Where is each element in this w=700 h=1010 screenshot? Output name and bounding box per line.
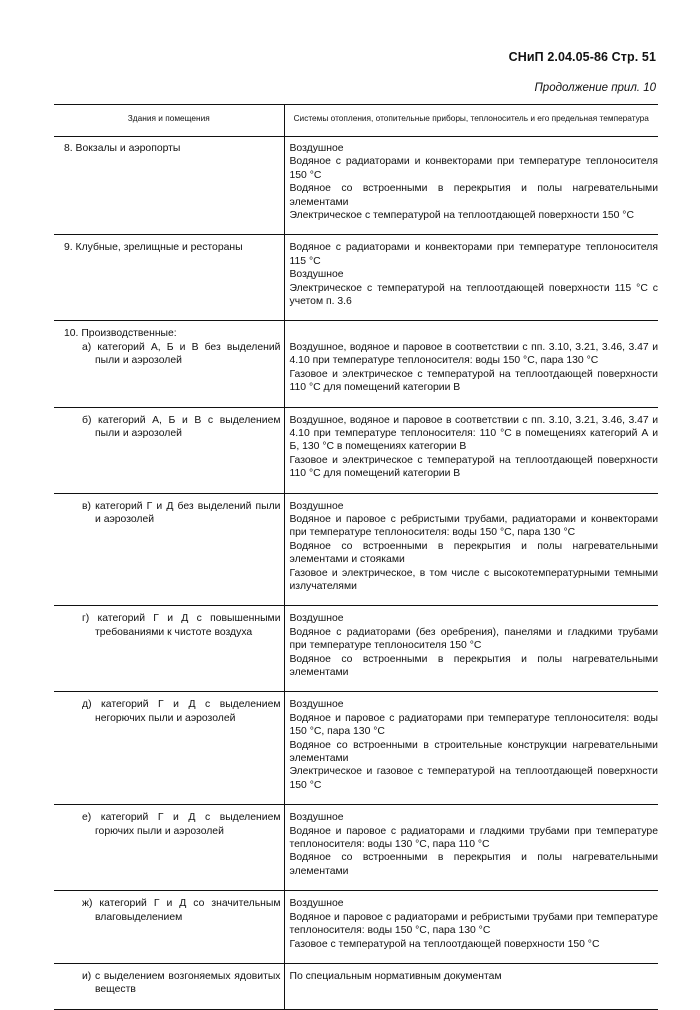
- heating-system-line: Воздушное: [289, 500, 344, 512]
- heating-system-line: Водяное с радиаторами и конвекторами при температуре теплоносителя 115 °С: [289, 242, 658, 267]
- heating-system-line: Водяное со встроенными в строительные конструкции нагревательными элементами: [289, 739, 658, 765]
- heating-system-line: Газовое и электрическое, в том числе с высокотемпературными темными излучателями: [289, 567, 658, 592]
- systems-cell: [284, 698, 658, 792]
- building-name: а) категорий А, Б и В без выделений пыли и аэрозолей: [82, 341, 281, 367]
- heating-system-line: Водяное со встроенными в перекрытия и полы нагревательными элементами: [289, 852, 658, 877]
- heating-system-line: Водяное со встроенными в перекрытия и полы нагревательными элементами и стояками: [289, 540, 658, 566]
- heating-system-line: Газовое и электрическое с температурой на теплоотдающей поверхности 110 °С для помещений категории В: [289, 454, 658, 480]
- row-spacer: [54, 593, 658, 605]
- heating-system-line: Водяное и паровое с радиаторами и гладкими трубами при температуре теплоносителя: воды 130 °С, пара 110 °С: [289, 825, 658, 851]
- table-row: [54, 612, 658, 679]
- systems-cell: [284, 341, 658, 395]
- document-reference: СНиП 2.04.05-86 Стр. 51: [508, 50, 656, 64]
- heating-system-line: Воздушное, водяное и паровое в соответствии с пп. 3.10, 3.21, 3.46, 3.47 и 4.10 при температуре теплоносителя: воды 150 °С, пара 130 °С: [289, 341, 658, 367]
- spacer-cell: [284, 792, 658, 804]
- systems-cell: [284, 327, 658, 340]
- table-row: [54, 414, 658, 481]
- table-row: [54, 500, 658, 594]
- building-cell: [54, 897, 284, 951]
- row-spacer: [54, 878, 658, 890]
- heating-system-line: Водяное со встроенными в перекрытия и полы нагревательными элементами: [289, 653, 658, 678]
- spacer-cell: [54, 1009, 284, 1010]
- heating-system-line: Воздушное: [289, 269, 344, 281]
- heating-system-line: Электрическое и газовое с температурой на теплоотдающей поверхности 150 °С: [289, 766, 658, 791]
- table-row: [54, 241, 658, 308]
- systems-cell: [284, 414, 658, 481]
- spacer-cell: [54, 395, 284, 407]
- row-divider: [54, 1009, 658, 1010]
- continuation-caption: Продолжение прил. 10: [534, 82, 656, 94]
- spacer-cell: [54, 792, 284, 804]
- spacer-cell: [284, 308, 658, 320]
- spacer-cell: [284, 481, 658, 493]
- table-header-row: [54, 105, 658, 137]
- systems-cell: [284, 612, 658, 679]
- row-spacer: [54, 792, 658, 804]
- building-cell: [54, 811, 284, 878]
- systems-cell: [284, 137, 658, 223]
- heating-system-line: Воздушное: [289, 143, 344, 154]
- spacer-cell: [284, 395, 658, 407]
- heating-system-line: Электрическое с температурой на теплоотдающей поверхности 115 °С с учетом п. 3.6: [289, 282, 658, 308]
- building-cell: [54, 698, 284, 792]
- heating-system-line: Водяное с радиаторами (без оребрения), панелями и гладкими трубами при температуре теплоносителя 150 °С: [289, 626, 658, 652]
- systems-cell: [284, 970, 658, 997]
- spacer-cell: [54, 679, 284, 691]
- column-header-buildings: Здания и помещения: [54, 105, 284, 137]
- row-spacer: [54, 679, 658, 691]
- heating-system-line: Воздушное: [289, 699, 344, 711]
- building-name: д) категорий Г и Д с выделением негорючих пыли и аэрозолей: [82, 699, 281, 724]
- spacer-cell: [284, 951, 658, 963]
- building-cell: [54, 137, 284, 223]
- heating-system-line: Воздушное: [289, 812, 344, 824]
- spacer-cell: [54, 308, 284, 320]
- row-spacer: [54, 222, 658, 234]
- building-name: 8. Вокзалы и аэропорты: [64, 143, 181, 154]
- building-name: 10. Производственные:: [64, 328, 177, 340]
- row-spacer: [54, 308, 658, 320]
- heating-system-line: Газовое с температурой на теплоотдающей поверхности 150 °С: [289, 938, 600, 950]
- heating-system-line: Водяное и паровое с радиаторами при температуре теплоносителя: воды 150 °С, пара 130 °С: [289, 712, 658, 738]
- spacer-cell: [284, 1009, 658, 1010]
- table-row: [54, 897, 658, 951]
- row-spacer: [54, 951, 658, 963]
- heating-system-line: Водяное со встроенными в перекрытия и полы нагревательными элементами: [289, 183, 658, 208]
- column-header-systems: Системы отопления, отопительные приборы, теплоноситель и его предельная температура: [284, 105, 658, 137]
- heating-system-line: Воздушное: [289, 613, 344, 625]
- building-name: е) категорий Г и Д с выделением горючих пыли и аэрозолей: [82, 812, 281, 837]
- spacer-cell: [54, 593, 284, 605]
- table-row: [54, 811, 658, 878]
- spacer-cell: [284, 593, 658, 605]
- building-cell: [54, 327, 284, 340]
- spacer-cell: [54, 222, 284, 234]
- table-body: [54, 137, 658, 1010]
- table-row: [54, 970, 658, 997]
- systems-cell: [284, 241, 658, 308]
- building-cell: [54, 612, 284, 679]
- heating-system-line: Водяное и паровое с ребристыми трубами, радиаторами и конвекторами при температуре теплоносителя: воды 150 °С, пара 130 °С: [289, 513, 658, 539]
- systems-cell: [284, 811, 658, 878]
- heating-systems-table: [54, 104, 658, 1010]
- spacer-cell: [54, 997, 284, 1009]
- row-spacer: [54, 395, 658, 407]
- row-spacer: [54, 997, 658, 1009]
- building-cell: [54, 500, 284, 594]
- building-cell: [54, 414, 284, 481]
- table-row: [54, 341, 658, 395]
- building-name: ж) категорий Г и Д со значительным влаговыделением: [82, 898, 281, 923]
- heating-system-line: По специальным нормативным документам: [289, 970, 502, 982]
- table-row: [54, 698, 658, 792]
- building-name: в) категорий Г и Д без выделений пыли и аэрозолей: [82, 500, 281, 525]
- building-cell: [54, 970, 284, 997]
- table-row: [54, 137, 658, 223]
- spacer-cell: [284, 222, 658, 234]
- spacer-cell: [284, 679, 658, 691]
- spacer-cell: [54, 951, 284, 963]
- heating-system-line: Газовое и электрическое с температурой на теплоотдающей поверхности 110 °С для помещений категории В: [289, 368, 658, 394]
- systems-cell: [284, 500, 658, 594]
- table-row: [54, 327, 658, 340]
- row-spacer: [54, 481, 658, 493]
- spacer-cell: [284, 997, 658, 1009]
- systems-cell: [284, 897, 658, 951]
- heating-system-line: Воздушное, водяное и паровое в соответствии с пп. 3.10, 3.21, 3.46, 3.47 и 4.10 при температуре теплоносителя: 110 °С в помещениях категорий А и Б, 130 °С в помещениях категории В: [289, 414, 658, 453]
- building-name: г) категорий Г и Д с повышенными требованиями к чистоте воздуха: [82, 613, 281, 638]
- heating-system-line: Водяное и паровое с радиаторами и ребристыми трубами при температуре теплоносителя: воды 150 °С, пара 130 °С: [289, 911, 658, 937]
- heating-system-line: Электрическое с температурой на теплоотдающей поверхности 150 °С: [289, 210, 634, 222]
- building-name: и) с выделением возгоняемых ядовитых веществ: [82, 970, 281, 996]
- heating-system-line: Водяное с радиаторами и конвекторами при температуре теплоносителя 150 °С: [289, 156, 658, 181]
- spacer-cell: [284, 878, 658, 890]
- building-name: б) категорий А, Б и В с выделением пыли и аэрозолей: [82, 414, 281, 439]
- building-name: 9. Клубные, зрелищные и рестораны: [64, 242, 243, 254]
- building-cell: [54, 241, 284, 308]
- spacer-cell: [54, 481, 284, 493]
- heating-system-line: Воздушное: [289, 898, 344, 910]
- spacer-cell: [54, 878, 284, 890]
- building-cell: [54, 341, 284, 395]
